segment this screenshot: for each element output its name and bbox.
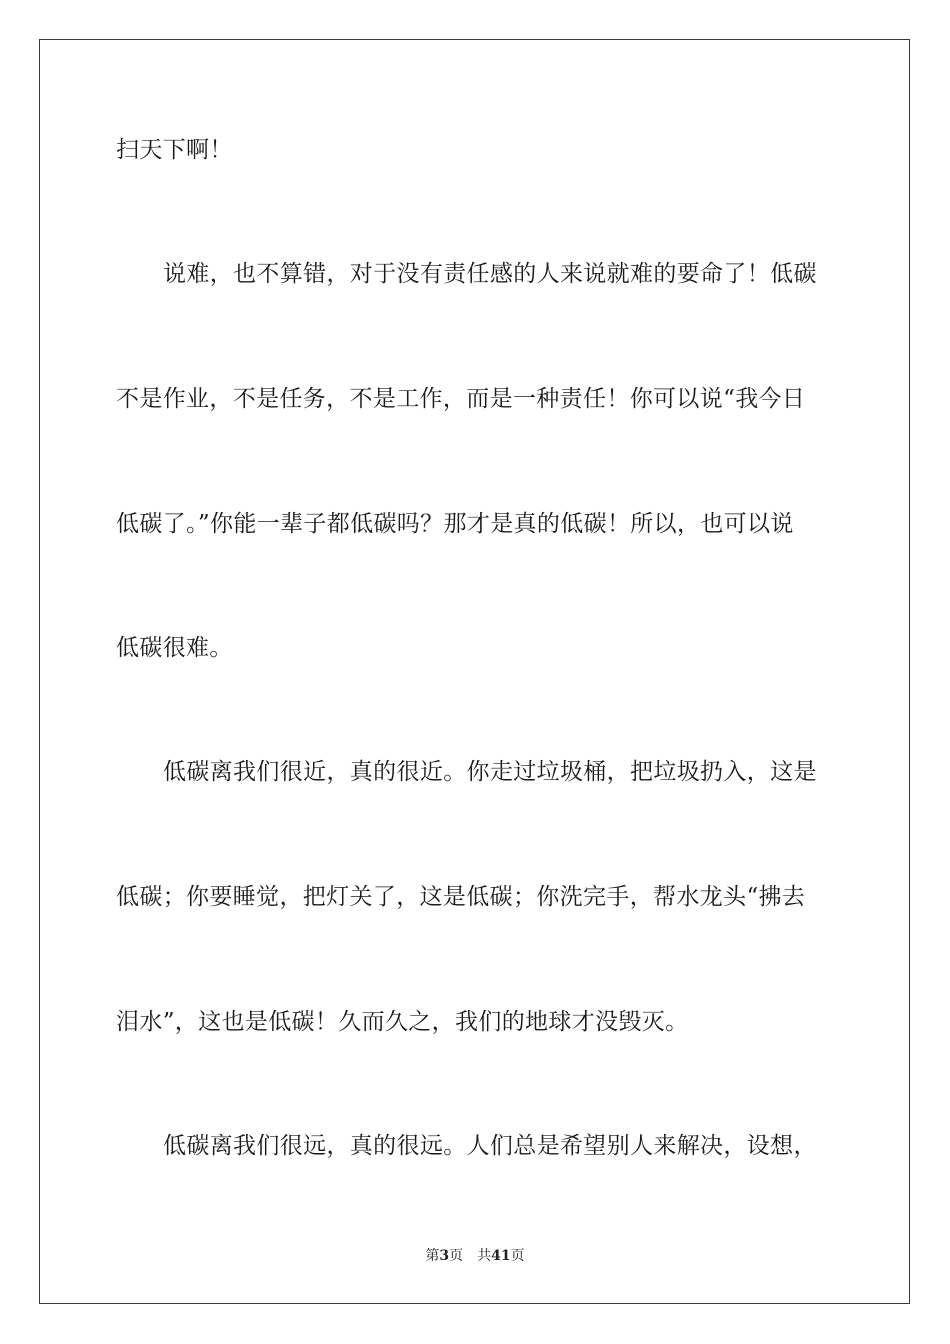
footer-total-suffix: 页: [510, 1248, 525, 1264]
footer-total-pages: 41: [491, 1248, 511, 1264]
page-border: [39, 39, 910, 1304]
text-line-3: 不是作业，不是任务，不是工作，而是一种责任！你可以说“我今日: [116, 386, 806, 412]
text-line-4: 低碳了。”你能一辈子都低碳吗？那才是真的低碳！所以，也可以说: [116, 511, 794, 537]
footer-total-prefix: 共: [477, 1248, 492, 1264]
text-line-1: 扫天下啊！: [116, 137, 233, 163]
footer-page-suffix: 页: [449, 1248, 464, 1264]
footer-page-prefix: 第: [425, 1248, 440, 1264]
text-line-2: 说难，也不算错，对于没有责任感的人来说就难的要命了！低碳: [163, 261, 817, 287]
page-footer: [0, 1247, 950, 1265]
text-line-8: 泪水”，这也是低碳！久而久之，我们的地球才没毁灭。: [116, 1009, 689, 1035]
text-line-5: 低碳很难。: [116, 635, 233, 661]
text-line-9: 低碳离我们很远，真的很远。人们总是希望别人来解决，设想，: [163, 1133, 817, 1159]
footer-page-number: 3: [439, 1248, 450, 1264]
text-line-7: 低碳；你要睡觉，把灯关了，这是低碳；你洗完手，帮水龙头“拂去: [116, 884, 806, 910]
text-line-6: 低碳离我们很近，真的很近。你走过垃圾桶，把垃圾扔入，这是: [163, 759, 817, 785]
